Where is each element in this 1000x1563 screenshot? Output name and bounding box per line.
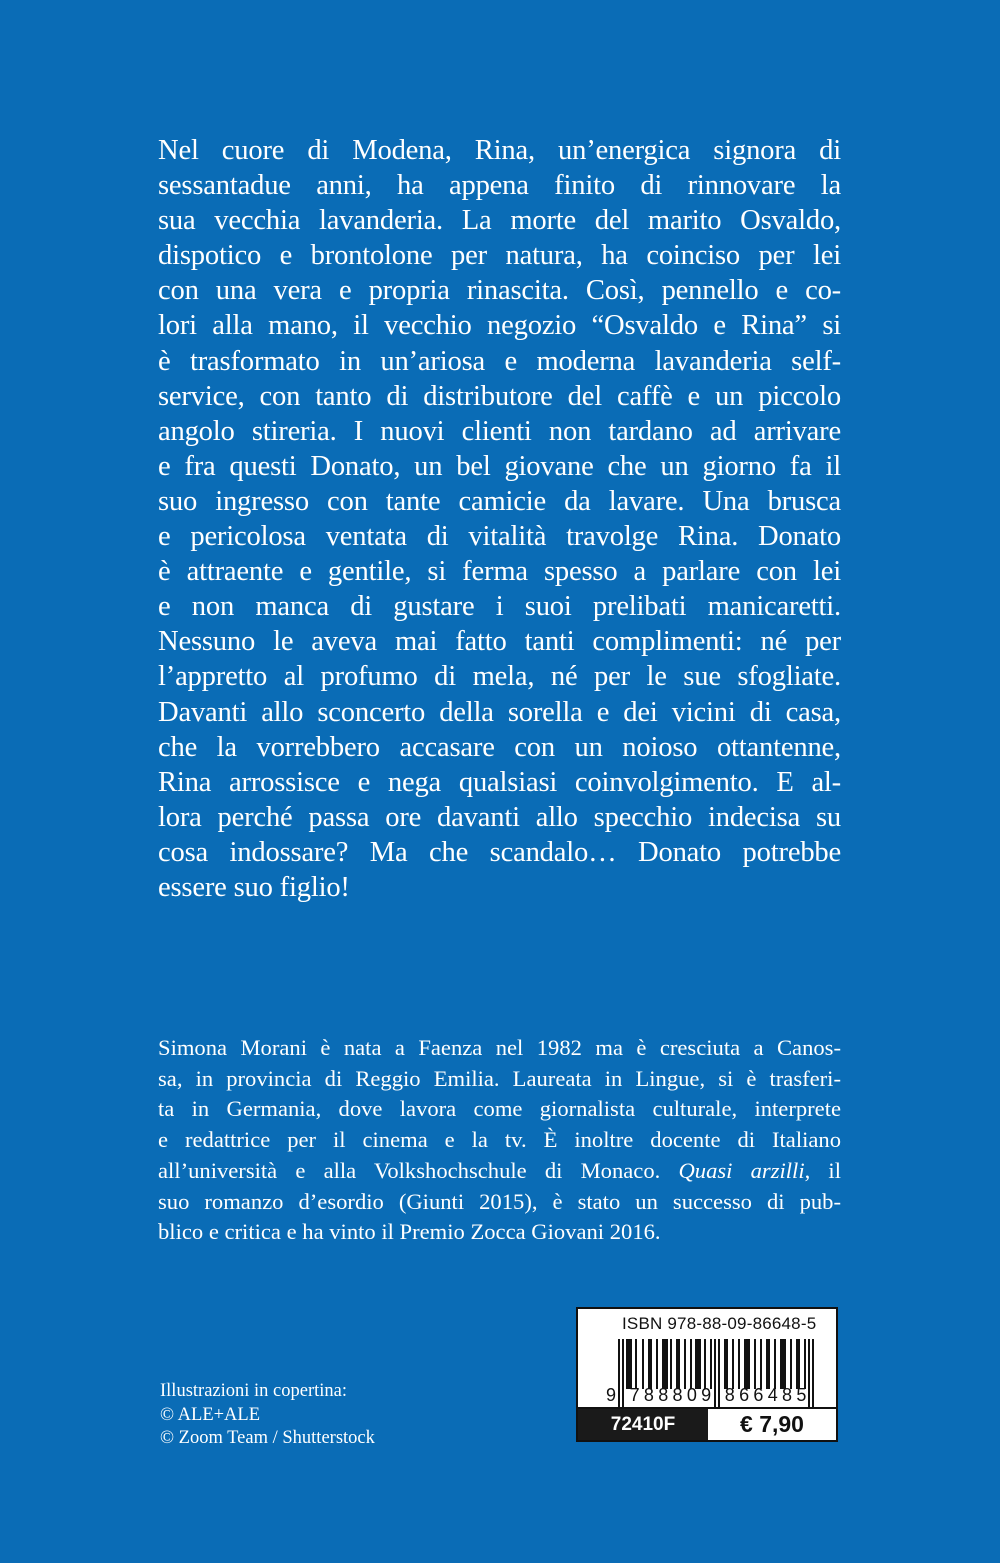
bio-line xyxy=(158,1156,841,1187)
synopsis-line: con una vera e propria rinascita. Così, pennello e co- xyxy=(158,275,841,307)
credits-line: © Zoom Team / Shutterstock xyxy=(160,1428,375,1448)
synopsis-line: è trasformato in un’ariosa e moderna lavanderia self- xyxy=(158,345,841,377)
bio-line: ta in Germania, dove lavora come giornalista culturale, interprete xyxy=(158,1096,841,1122)
synopsis-line: essere suo figlio! xyxy=(158,871,350,903)
bio-line: blico e critica e ha vinto il Premio Zocca Giovani 2016. xyxy=(158,1219,661,1245)
synopsis-line: Nel cuore di Modena, Rina, un’energica signora di xyxy=(158,135,841,166)
synopsis-text xyxy=(158,133,841,905)
synopsis-line: sessantadue anni, ha appena finito di rinnovare la xyxy=(158,170,841,202)
synopsis-line: cosa indossare? Ma che scandalo… Donato potrebbe xyxy=(158,836,841,868)
author-bio xyxy=(158,1033,841,1248)
synopsis-line: è attraente e gentile, si ferma spesso a parlare con lei xyxy=(158,556,841,588)
synopsis-line: sua vecchia lavanderia. La morte del marito Osvaldo, xyxy=(158,205,841,237)
synopsis-line: Nessuno le aveva mai fatto tanti complimenti: né per xyxy=(158,626,841,658)
synopsis-line: lori alla mano, il vecchio negozio “Osvaldo e Rina” si xyxy=(158,310,841,342)
bio-line: sa, in provincia di Reggio Emilia. Laureata in Lingue, si è trasferi- xyxy=(158,1065,841,1091)
synopsis-line: Davanti allo sconcerto della sorella e dei vicini di casa, xyxy=(158,696,841,728)
synopsis-line: service, con tanto di distributore del caffè e un piccolo xyxy=(158,380,841,412)
product-code: 72410F xyxy=(578,1409,708,1440)
price: € 7,90 xyxy=(708,1409,836,1440)
bio-text: , il xyxy=(804,1157,841,1183)
price-row xyxy=(578,1407,836,1440)
bio-line: Simona Morani è nata a Faenza nel 1982 ma è cresciuta a Canos- xyxy=(158,1035,841,1060)
credits-line: Illustrazioni in copertina: xyxy=(160,1381,347,1401)
synopsis-line: e non manca di gustare i suoi prelibati manicaretti. xyxy=(158,591,841,623)
synopsis-line: l’appretto al profumo di mela, né per le sue sfogliate. xyxy=(158,661,841,693)
synopsis-line: e fra questi Donato, un bel giovane che un giorno fa il xyxy=(158,450,841,482)
bio-text: all’università e alla Volkshochschule di Monaco. xyxy=(158,1157,679,1183)
ean-number: 9 788809 866485 xyxy=(606,1385,811,1405)
bio-line: e redattrice per il cinema e la tv. È inoltre docente di Italiano xyxy=(158,1127,841,1153)
cover-credits xyxy=(160,1380,375,1451)
synopsis-line: e pericolosa ventata di vitalità travolge Rina. Donato xyxy=(158,521,841,553)
synopsis-line: lora perché passa ore davanti allo specchio indecisa su xyxy=(158,801,841,833)
synopsis-line: angolo stireria. I nuovi clienti non tardano ad arrivare xyxy=(158,415,841,447)
barcode-label xyxy=(576,1307,838,1442)
bio-line: suo romanzo d’esordio (Giunti 2015), è stato un successo di pub- xyxy=(158,1188,841,1214)
synopsis-line: dispotico e brontolone per natura, ha coinciso per lei xyxy=(158,240,841,272)
credits-line: © ALE+ALE xyxy=(160,1404,261,1425)
synopsis-line: suo ingresso con tante camicie da lavare. Una brusca xyxy=(158,485,841,517)
book-title-italic: Quasi arzilli xyxy=(678,1157,805,1183)
synopsis-line: che la vorrebbero accasare con un noioso ottantenne, xyxy=(158,731,841,763)
synopsis-line: Rina arrossisce e nega qualsiasi coinvolgimento. E al- xyxy=(158,766,841,798)
isbn-text: ISBN 978-88-09-86648-5 xyxy=(622,1314,817,1333)
